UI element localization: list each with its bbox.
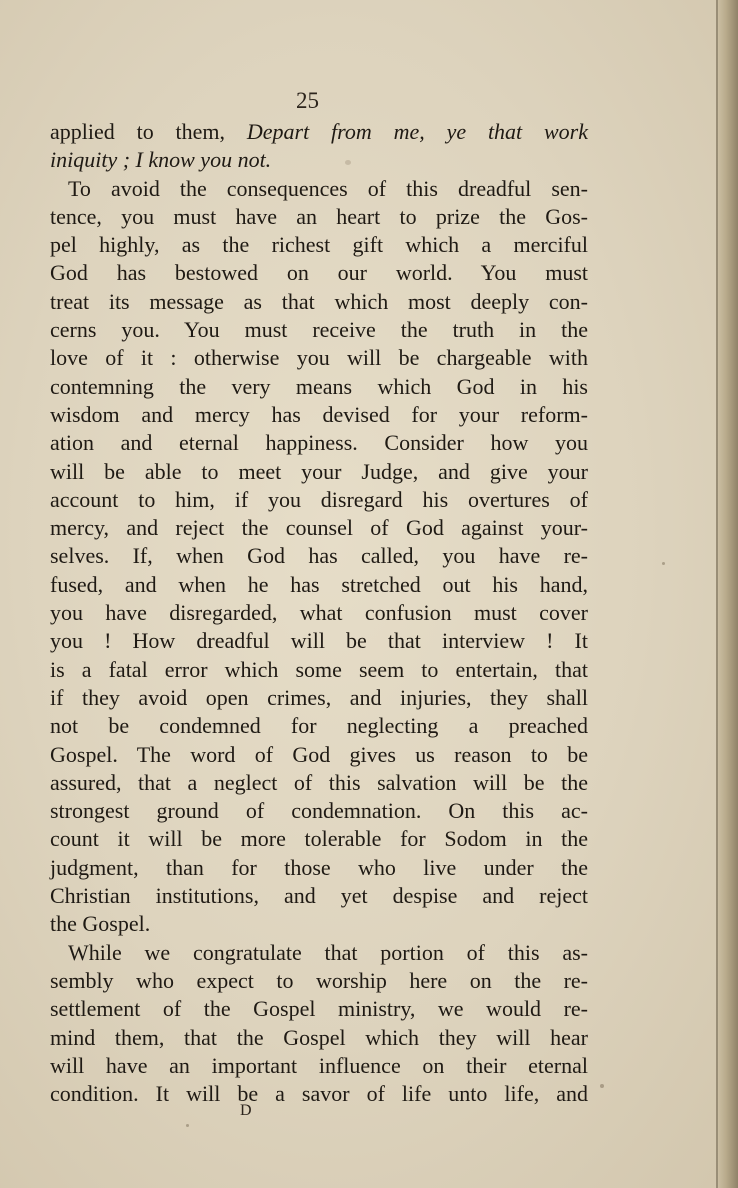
text-segment: treat its message as that which most deeply con- bbox=[50, 288, 588, 314]
text-line bbox=[50, 1024, 588, 1052]
text-segment: ation and eternal happiness. Consider how you bbox=[50, 430, 588, 456]
paper-speck bbox=[600, 1084, 604, 1088]
page-number: 25 bbox=[296, 88, 319, 113]
text-line bbox=[50, 712, 588, 740]
text-line bbox=[50, 231, 588, 259]
text-segment: love of it : otherwise you will be chargeable with bbox=[50, 345, 588, 371]
text-line bbox=[50, 1080, 588, 1108]
text-segment: strongest ground of condemnation. On this ac- bbox=[50, 798, 588, 824]
text-segment: pel highly, as the richest gift which a merciful bbox=[50, 232, 588, 258]
text-line bbox=[50, 995, 588, 1023]
text-line bbox=[50, 429, 588, 457]
italic-quote: iniquity ; I know you not. bbox=[50, 147, 272, 173]
text-line bbox=[50, 882, 588, 910]
text-segment: God has bestowed on our world. You must bbox=[50, 260, 588, 286]
paper-speck bbox=[186, 1124, 189, 1127]
italic-quote: Depart from me, ye that work bbox=[246, 119, 588, 144]
text-line bbox=[50, 656, 588, 684]
text-segment: wisdom and mercy has devised for your reform- bbox=[50, 401, 588, 427]
text-segment: settlement of the Gospel ministry, we would re- bbox=[50, 996, 588, 1022]
text-line bbox=[50, 259, 588, 287]
text-segment: judgment, than for those who live under the bbox=[50, 854, 588, 880]
text-line bbox=[50, 486, 588, 514]
text-segment: tence, you must have an heart to prize the Gos- bbox=[50, 203, 588, 229]
body-text bbox=[50, 118, 588, 1108]
page-binding-edge bbox=[716, 0, 738, 1188]
text-line bbox=[50, 514, 588, 542]
text-segment: account to him, if you disregard his overtures of bbox=[50, 486, 588, 512]
text-line bbox=[50, 854, 588, 882]
text-line bbox=[50, 627, 588, 655]
text-line bbox=[50, 146, 588, 174]
text-line bbox=[50, 599, 588, 627]
text-segment: condition. It will be a savor of life unto life, and bbox=[50, 1081, 588, 1107]
text-segment: you have disregarded, what confusion must cover bbox=[50, 600, 588, 626]
text-segment: will be able to meet your Judge, and give your bbox=[50, 458, 588, 484]
text-line bbox=[50, 344, 588, 372]
text-segment: not be condemned for neglecting a preached bbox=[50, 713, 588, 739]
text-segment: cerns you. You must receive the truth in the bbox=[50, 317, 588, 343]
text-segment: applied to them, bbox=[50, 119, 247, 144]
text-line bbox=[50, 458, 588, 486]
text-segment: fused, and when he has stretched out his hand, bbox=[50, 571, 588, 597]
text-segment: Gospel. The word of God gives us reason to be bbox=[50, 741, 588, 767]
text-segment: you ! How dreadful will be that interview ! It bbox=[50, 628, 588, 654]
text-line bbox=[50, 967, 588, 995]
paper-speck bbox=[345, 160, 351, 165]
text-segment: While we congratulate that portion of this as- bbox=[68, 939, 588, 965]
text-segment: the Gospel. bbox=[50, 911, 151, 937]
text-segment: Christian institutions, and yet despise and reject bbox=[50, 883, 588, 909]
page-fold-line bbox=[716, 0, 718, 1188]
text-line bbox=[50, 316, 588, 344]
text-line bbox=[50, 910, 588, 938]
text-line bbox=[50, 571, 588, 599]
paper-speck bbox=[662, 562, 665, 565]
text-line bbox=[50, 203, 588, 231]
text-segment: will have an important influence on their eternal bbox=[50, 1052, 588, 1078]
text-line bbox=[50, 288, 588, 316]
text-segment: contemning the very means which God in his bbox=[50, 373, 588, 399]
text-segment: is a fatal error which some seem to entertain, that bbox=[50, 656, 588, 682]
text-segment: if they avoid open crimes, and injuries, they shall bbox=[50, 684, 588, 710]
text-line bbox=[50, 401, 588, 429]
signature-mark: D bbox=[240, 1102, 252, 1119]
text-segment: mind them, that the Gospel which they will hear bbox=[50, 1024, 588, 1050]
text-line bbox=[50, 175, 588, 203]
text-segment: count it will be more tolerable for Sodom in the bbox=[50, 826, 588, 852]
text-segment: selves. If, when God has called, you have re- bbox=[50, 543, 588, 569]
text-line bbox=[50, 684, 588, 712]
text-line bbox=[50, 741, 588, 769]
text-segment: To avoid the consequences of this dreadful sen- bbox=[68, 175, 588, 201]
text-line bbox=[50, 769, 588, 797]
text-line bbox=[50, 939, 588, 967]
text-line bbox=[50, 542, 588, 570]
text-line bbox=[50, 797, 588, 825]
text-segment: assured, that a neglect of this salvation will be the bbox=[50, 769, 588, 795]
text-line bbox=[50, 825, 588, 853]
text-segment: mercy, and reject the counsel of God against your- bbox=[50, 515, 588, 541]
text-line bbox=[50, 373, 588, 401]
text-line bbox=[50, 1052, 588, 1080]
text-segment: sembly who expect to worship here on the re- bbox=[50, 967, 588, 993]
text-line bbox=[50, 118, 588, 146]
